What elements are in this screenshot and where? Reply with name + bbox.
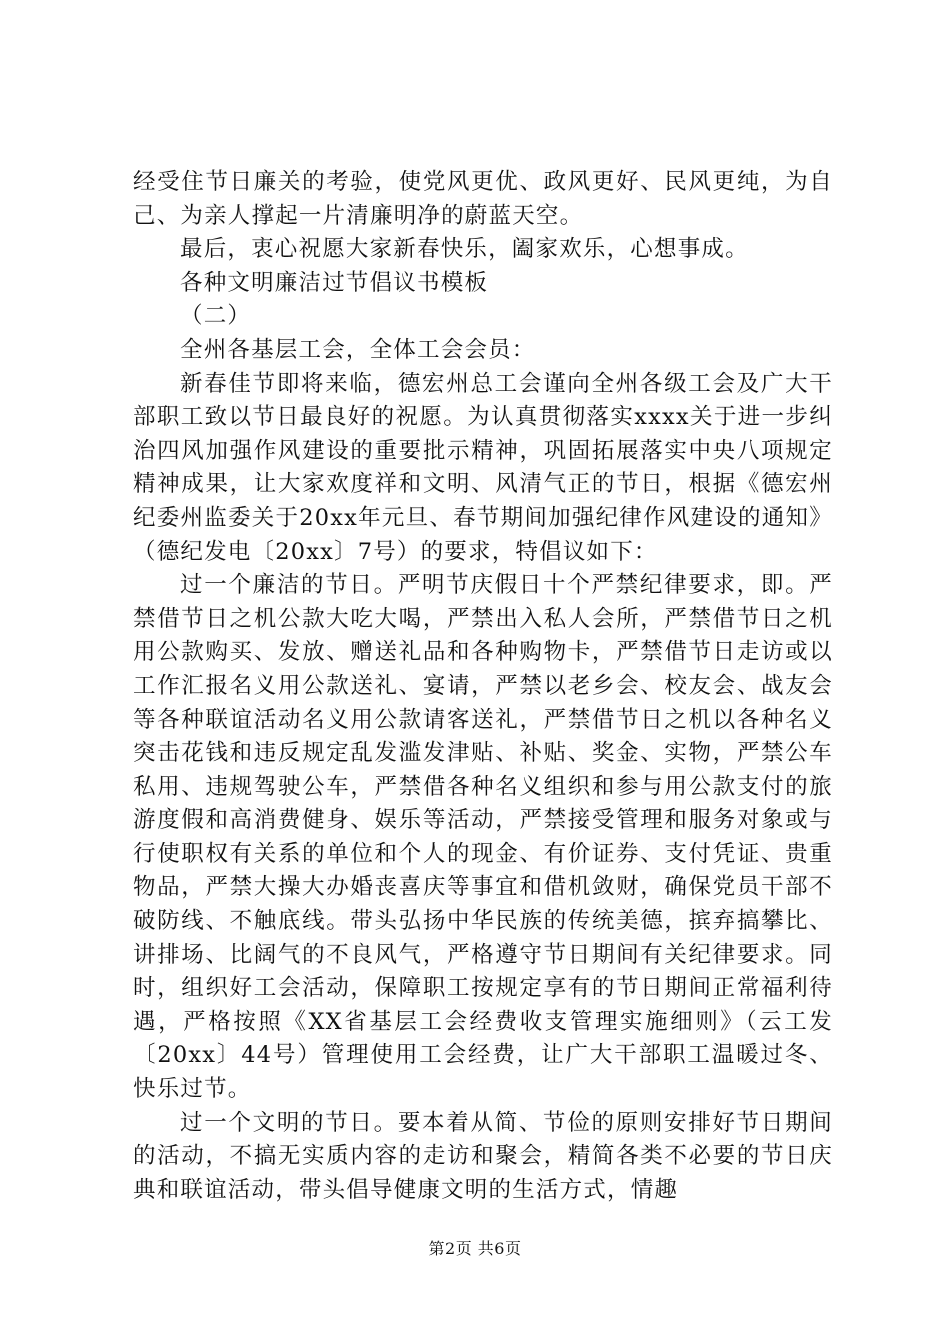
- document-body: [133, 166, 833, 1207]
- paragraph-clean-festival: 过一个廉洁的节日。严明节庆假日十个严禁纪律要求，即。严禁借节日之机公款大吃大喝，严禁出入私人会所，严禁借节日之机用公款购买、发放、赠送礼品和各种购物卡，严禁借节日走访或以工作汇报名义用公款送礼、宴请，严禁以老乡会、校友会、战友会等各种联谊活动名义用公款请客送礼，严禁借节日之机以各种名义突击花钱和违反规定乱发滥发津贴、补贴、奖金、实物，严禁公车私用、违规驾驶公车，严禁借各种名义组织和参与用公款支付的旅游度假和高消费健身、娱乐等活动，严禁接受管理和服务对象或与行使职权有关系的单位和个人的现金、有价证券、支付凭证、贵重物品，严禁大操大办婚丧喜庆等事宜和借机敛财，确保党员干部不破防线、不触底线。带头弘扬中华民族的传统美德，摈弃搞攀比、讲排场、比阔气的不良风气，严格遵守节日期间有关纪律要求。同时，组织好工会活动，保障职工按规定享有的节日期间正常福利待遇，严格按照《XX省基层工会经费收支管理实施细则》（云工发〔20xx〕44号）管理使用工会经费，让广大干部职工温暖过冬、快乐过节。: [133, 572, 833, 1103]
- paragraph-introduction: 新春佳节即将来临，德宏州总工会谨向全州各级工会及广大干部职工致以节日最良好的祝愿。为认真贯彻落实xxxx关于进一步纠治四风加强作风建设的重要批示精神，巩固拓展落实中央八项规定精神成果，让大家欢度祥和文明、风清气正的节日，根据《德宏州纪委州监委关于20xx年元旦、春节期间加强纪律作风建设的通知》（德纪发电〔20xx〕7号）的要求，特倡议如下：: [133, 370, 833, 565]
- section-title: 各种文明廉洁过节倡议书模板: [180, 269, 489, 296]
- salutation: 全州各基层工会，全体工会会员：: [180, 336, 536, 363]
- paragraph-civilized-festival: 过一个文明的节日。要本着从简、节俭的原则安排好节日期间的活动，不搞无实质内容的走访和聚会，精简各类不必要的节日庆典和联谊活动，带头倡导健康文明的生活方式，情趣: [133, 1109, 833, 1203]
- page-number-footer: 第2页 共6页: [428, 1239, 522, 1258]
- paragraph-new-year-wishes: 最后，衷心祝愿大家新春快乐，阖家欢乐，心想事成。: [180, 236, 749, 263]
- paragraph-closing-continuation: 经受住节日廉关的考验，使党风更优、政风更好、民风更纯，为自己、为亲人撑起一片清廉明净的蔚蓝天空。: [133, 169, 833, 229]
- section-number: （二）: [180, 303, 252, 330]
